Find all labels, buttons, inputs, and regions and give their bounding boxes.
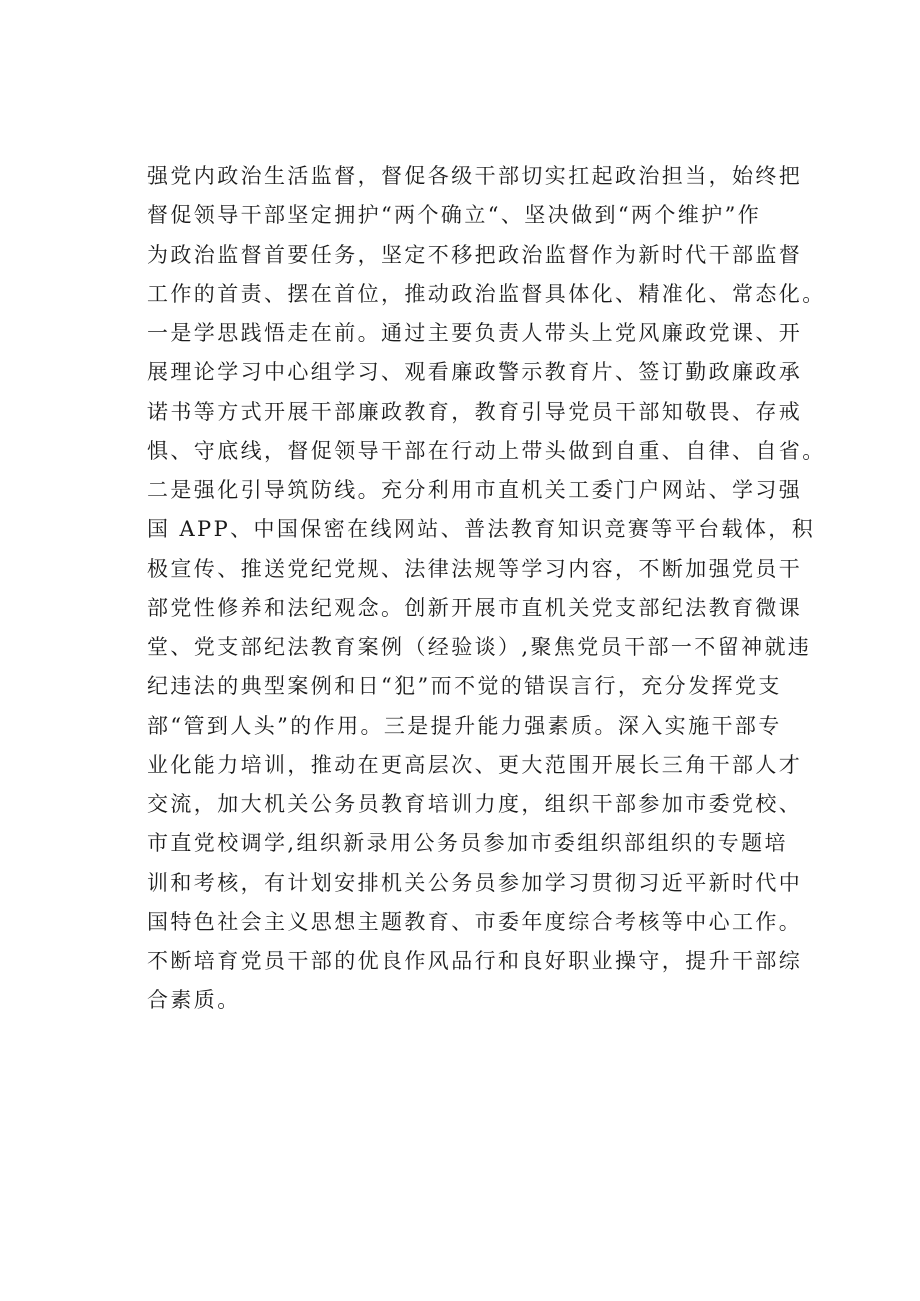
text-line: 市直党校调学,组织新录用公务员参加市委组织部组织的专题培	[147, 831, 788, 856]
text-line: 二是强化引导筑防线。充分利用市直机关工委门户网站、学习强	[147, 478, 803, 502]
text-line: 交流，加大机关公务员教育培训力度，组织干部参加市委党校、	[147, 792, 803, 816]
text-line: 合素质。	[147, 988, 241, 1013]
text-line: 国 APP、中国保密在线网站、普法教育知识竞赛等平台载体，积	[147, 517, 816, 542]
text-line: 部“管到人头”的作用。三是提升能力强素质。深入实施干部专	[147, 713, 782, 738]
text-line: 督促领导干部坚定拥护“两个确立“、坚决做到“两个维护”作	[147, 203, 762, 228]
text-line: 业化能力培训，推动在更高层次、更大范围开展长三角干部人才	[147, 752, 803, 777]
text-line: 强党内政治生活监督，督促各级干部切实扛起政治担当，始终把	[147, 164, 803, 188]
text-line: 训和考核，有计划安排机关公务员参加学习贯彻习近平新时代中	[147, 870, 803, 895]
body-text	[147, 157, 837, 1021]
text-line: 惧、守底线，督促领导干部在行动上带头做到自重、自律、自省。	[147, 438, 826, 463]
text-line: 极宣传、推送党纪党规、法律法规等学习内容，不断加强党员干	[147, 556, 803, 581]
text-line: 纪违法的典型案例和日“犯”而不觉的错误言行，充分发挥党支	[147, 674, 782, 699]
text-line: 诺书等方式开展干部廉政教育，教育引导党员干部知敬畏、存戒	[147, 399, 803, 424]
text-line: 不断培育党员干部的优良作风品行和良好职业操守，提升干部综	[147, 949, 803, 973]
text-line: 工作的首责、摆在首位，推动政治监督具体化、精准化、常态化。	[147, 281, 826, 306]
text-line: 展理论学习中心组学习、观看廉政警示教育片、签订勤政廉政承	[147, 360, 803, 385]
text-line: 部党性修养和法纪观念。创新开展市直机关党支部纪法教育微课	[147, 595, 803, 620]
text-line: 国特色社会主义思想主题教育、市委年度综合考核等中心工作。	[147, 909, 803, 934]
text-line: 一是学思践悟走在前。通过主要负责人带头上党风廉政党课、开	[147, 321, 803, 345]
text-line: 为政治监督首要任务，坚定不移把政治监督作为新时代干部监督	[147, 242, 803, 267]
text-line: 堂、党支部纪法教育案例（经验谈）,聚焦党员干部一不留神就违	[147, 635, 812, 659]
